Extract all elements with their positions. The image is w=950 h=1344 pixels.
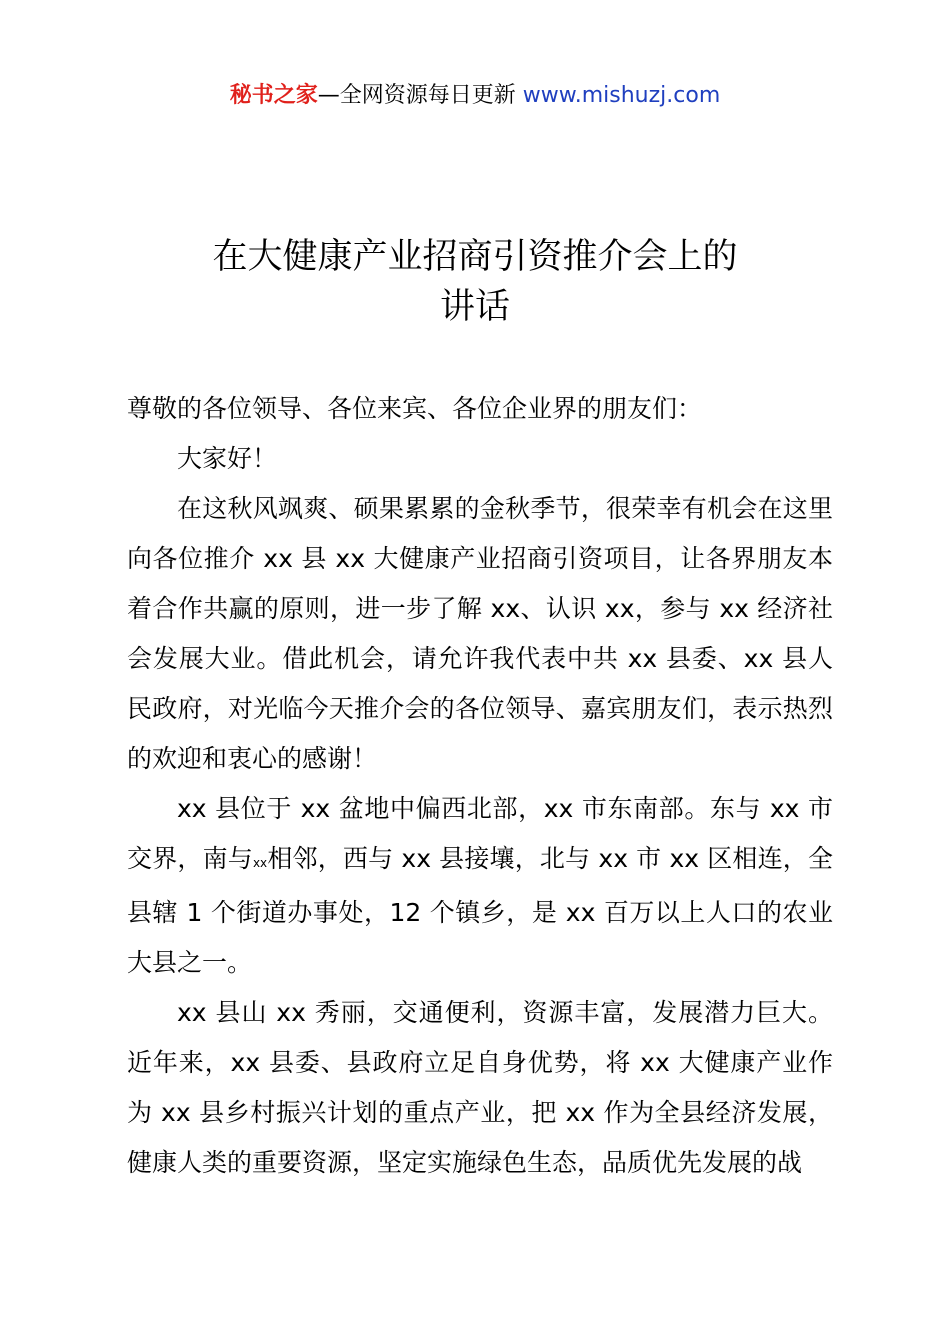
title-line-2: 讲话 — [439, 287, 510, 327]
paragraph-location — [127, 784, 833, 988]
brand-name: 秘书之家 — [229, 83, 318, 108]
paragraph-development — [127, 988, 833, 1188]
document-title — [0, 232, 950, 332]
paragraph-line: 健康人类的重要资源，坚定实施绿色生态，品质优先发展的战 — [127, 1148, 803, 1177]
paragraph-line: 全县辖 1 个街道办事处，12 个镇乡，是 xx 百万以上人口的农 — [127, 844, 833, 927]
paragraph-line: 本着合作共赢的原则，进一步了解 xx、认识 xx，参与 xx 经济 — [127, 544, 833, 623]
greeting: 大家好！ — [177, 444, 278, 473]
header-tagline: —全网资源每日更新 — [317, 83, 523, 108]
paragraph-line: 人民政府，对光临今天推介会的各位领导、嘉宾朋友们，表示 — [127, 644, 833, 723]
header-url-link[interactable]: www.mishuzj.com — [522, 83, 721, 108]
paragraph-line: 业大县之一。 — [127, 898, 833, 977]
salutation: 尊敬的各位领导、各位来宾、各位企业界的朋友们： — [127, 394, 703, 423]
paragraph-intro — [127, 484, 833, 784]
paragraph-line: 相邻，西与 xx 县接壤，北与 xx 市 xx 区相连， — [267, 844, 808, 873]
title-line-1: 在大健康产业招商引资推介会上的 — [212, 237, 738, 277]
paragraph-line: 为 xx 县乡村振兴计划的重点产业，把 xx 作为全县经济发展， — [127, 1098, 833, 1127]
paragraph-line: 近年来，xx 县委、县政府立足自身优势，将 xx 大健康产业作 — [127, 1048, 833, 1077]
paragraph-line: xx 县山 xx 秀丽，交通便利，资源丰富，发展潜力巨大。 — [177, 998, 833, 1027]
paragraph-line: xx 县位于 xx 盆地中偏西北部，xx 市东南部。东与 xx 市 — [177, 794, 833, 823]
site-header — [0, 80, 950, 112]
paragraph-line: 交界，南与 — [127, 844, 253, 873]
paragraph-line: 热烈的欢迎和衷心的感谢！ — [127, 694, 833, 773]
small-placeholder-text: xx — [252, 856, 268, 870]
paragraph-line: 社会发展大业。借此机会，请允许我代表中共 xx 县委、xx 县 — [127, 594, 833, 673]
paragraph-line: 里向各位推介 xx 县 xx 大健康产业招商引资项目，让各界朋友 — [127, 494, 833, 573]
paragraph-line: 在这秋风飒爽、硕果累累的金秋季节，很荣幸有机会在这 — [177, 494, 808, 523]
document-body — [127, 384, 833, 1188]
